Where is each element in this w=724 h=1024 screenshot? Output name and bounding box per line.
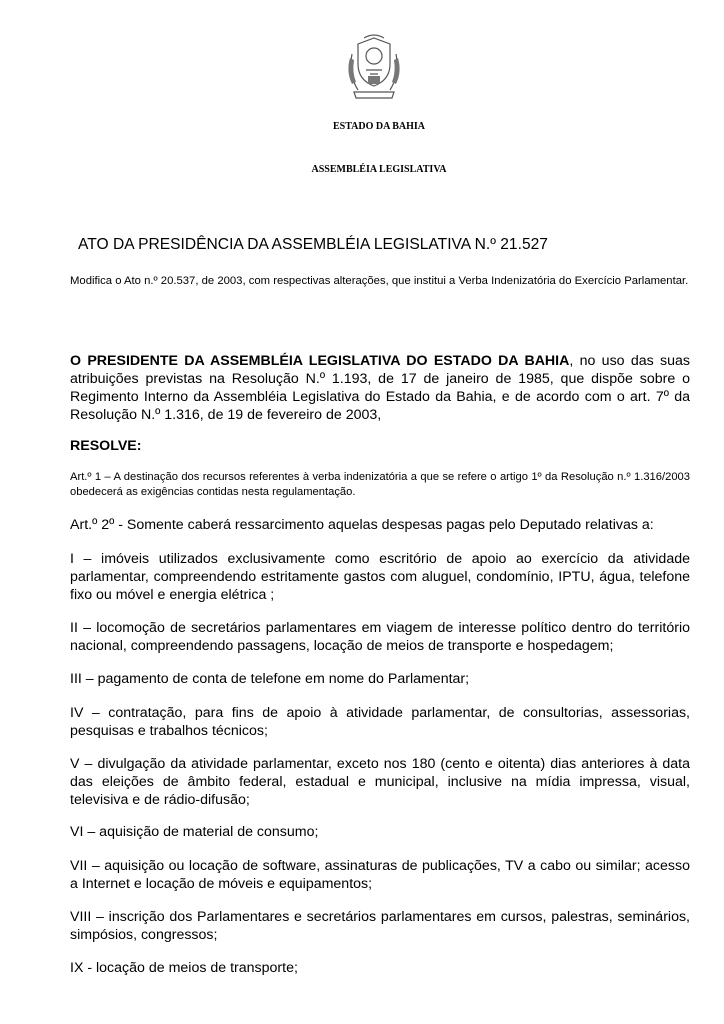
document-title: ATO DA PRESIDÊNCIA DA ASSEMBLÉIA LEGISLATIVA N.º 21.527 [78, 236, 548, 253]
resolve-heading: RESOLVE: [70, 438, 142, 454]
inciso-4: IV – contratação, para fins de apoio à atividade parlamentar, de consultorias, assessorias, pesquisas e trabalhos técnicos; [70, 705, 690, 739]
bahia-coat-of-arms-icon [344, 34, 404, 104]
inciso-7: VII – aquisição ou locação de software, assinaturas de publicações, TV a cabo ou similar; acesso a Internet e locação de móveis e equipamentos; [70, 858, 690, 892]
inciso-8: VIII – inscrição dos Parlamentares e secretários parlamentares em cursos, palestras, seminários, simpósios, congressos; [70, 909, 690, 943]
preamble-bold: O PRESIDENTE DA ASSEMBLÉIA LEGISLATIVA DO ESTADO DA BAHIA [70, 353, 570, 369]
inciso-1: I – imóveis utilizados exclusivamente como escritório de apoio ao exercício da atividade parlamentar, compreendendo estritamente gastos com aluguel, condomínio, IPTU, água, telefone fixo ou móvel e energia elétrica ; [70, 551, 690, 603]
inciso-5: V – divulgação da atividade parlamentar, exceto nos 180 (cento e oitenta) dias anteriores à data das eleições de âmbito federal, estadual e municipal, inclusive na mídia impressa, visual, televisiva e de rádio-difusão; [70, 756, 690, 808]
header-state: ESTADO DA BAHIA [332, 121, 426, 132]
inciso-6: VI – aquisição de material de consumo; [70, 824, 319, 840]
preamble [70, 352, 690, 424]
inciso-9: IX - locação de meios de transporte; [70, 960, 298, 976]
inciso-3: III – pagamento de conta de telefone em nome do Parlamentar; [70, 671, 470, 687]
inciso-2: II – locomoção de secretários parlamentares em viagem de interesse político dentro do território nacional, compreendendo passagens, locação de meios de transporte e hospedagem; [70, 620, 690, 654]
article-2: Art.º 2º - Somente caberá ressarcimento aquelas despesas pagas pelo Deputado relativas a: [70, 517, 654, 533]
document-ementa: Modifica o Ato n.º 20.537, de 2003, com respectivas alterações, que institui a Verba Indenizatória do Exercício Parlamentar. [70, 275, 689, 287]
header-institution: ASSEMBLÉIA LEGISLATIVA [311, 164, 447, 175]
preamble-rest: , no uso das suas atribuições previstas na Resolução N.º 1.193, de 17 de janeiro de 1985, que dispõe sobre o Regimento Interno da Assembléia Legislativa do Estado da Bahia, e de acordo com o art. 7º da Resolução N.º 1.316, de 19 de fevereiro de 2003, [70, 353, 690, 423]
article-1: Art.º 1 – A destinação dos recursos referentes à verba indenizatória a que se refere o artigo 1º da Resolução n.º 1.316/2003 obedecerá as exigências contidas nesta regulamentação. [70, 471, 690, 498]
